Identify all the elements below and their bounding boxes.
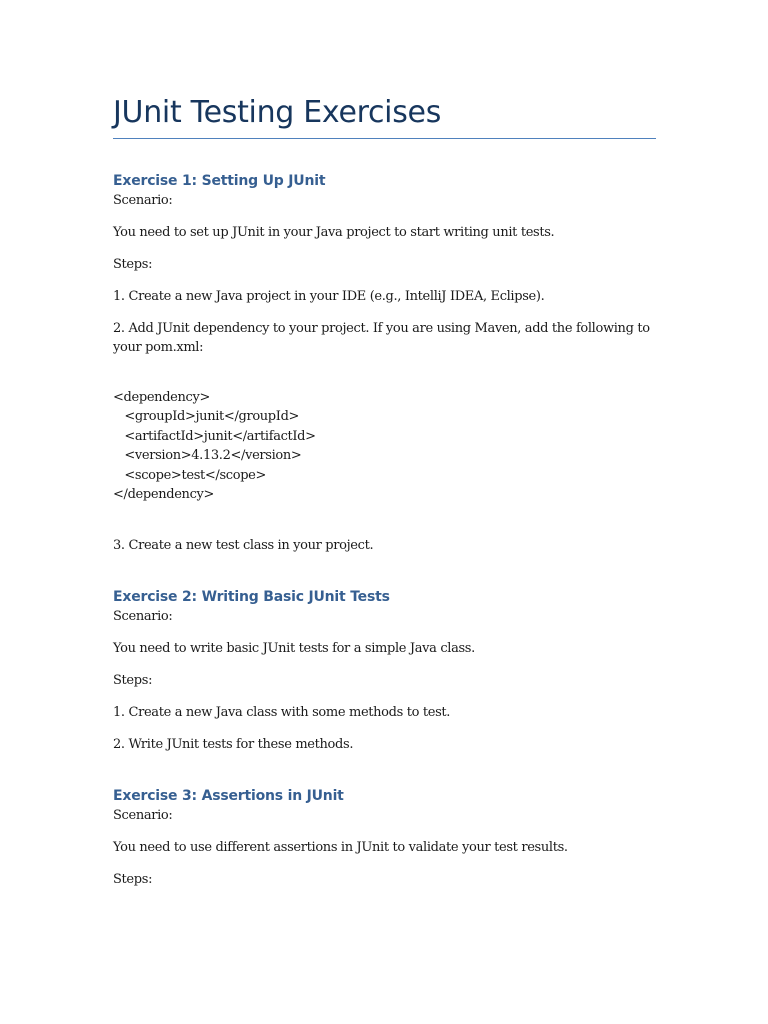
exercise-2-scenario-label: Scenario: [113,609,173,625]
exercise-3-steps-label: Steps: [113,872,153,888]
exercise-1-heading: Exercise 1: Setting Up JUnit [113,173,326,189]
exercise-1-step-3: 3. Create a new test class in your project. [113,538,374,554]
maven-dependency-code-block [113,388,656,504]
exercise-1-section [113,171,656,555]
exercise-3-scenario-text: You need to use different assertions in JUnit to validate your test results. [113,840,568,856]
exercise-1-step-1: 1. Create a new Java project in your IDE (e.g., IntelliJ IDEA, Eclipse). [113,289,545,304]
exercise-2-step-2: 2. Write JUnit tests for these methods. [113,737,354,753]
exercise-1-scenario-text: You need to set up JUnit in your Java project to start writing unit tests. [113,225,555,240]
exercise-3-section [113,786,656,889]
exercise-2-step-1: 1. Create a new Java class with some methods to test. [113,705,451,721]
exercise-1-steps-label: Steps: [113,257,153,272]
exercise-3-scenario-label: Scenario: [113,808,173,824]
exercise-3-heading: Exercise 3: Assertions in JUnit [113,788,344,805]
exercise-2-steps-label: Steps: [113,673,153,689]
exercise-1-step-2: 2. Add JUnit dependency to your project. If you are using Maven, add the following to your pom.xml: [113,321,650,355]
exercise-2-scenario-text: You need to write basic JUnit tests for a simple Java class. [113,641,475,657]
document-title: JUnit Testing Exercises [113,92,656,139]
exercise-2-section [113,587,656,754]
code-line: <version>4.13.2</version> [113,448,302,464]
code-line: <artifactId>junit</artifactId> [113,428,316,444]
exercise-2-heading: Exercise 2: Writing Basic JUnit Tests [113,589,390,606]
exercise-1-scenario-label: Scenario: [113,193,173,208]
code-line: </dependency> [113,487,215,503]
code-line: <dependency> [113,390,211,405]
code-line: <groupId>junit</groupId> [113,409,300,425]
code-line: <scope>test</scope> [113,467,267,483]
